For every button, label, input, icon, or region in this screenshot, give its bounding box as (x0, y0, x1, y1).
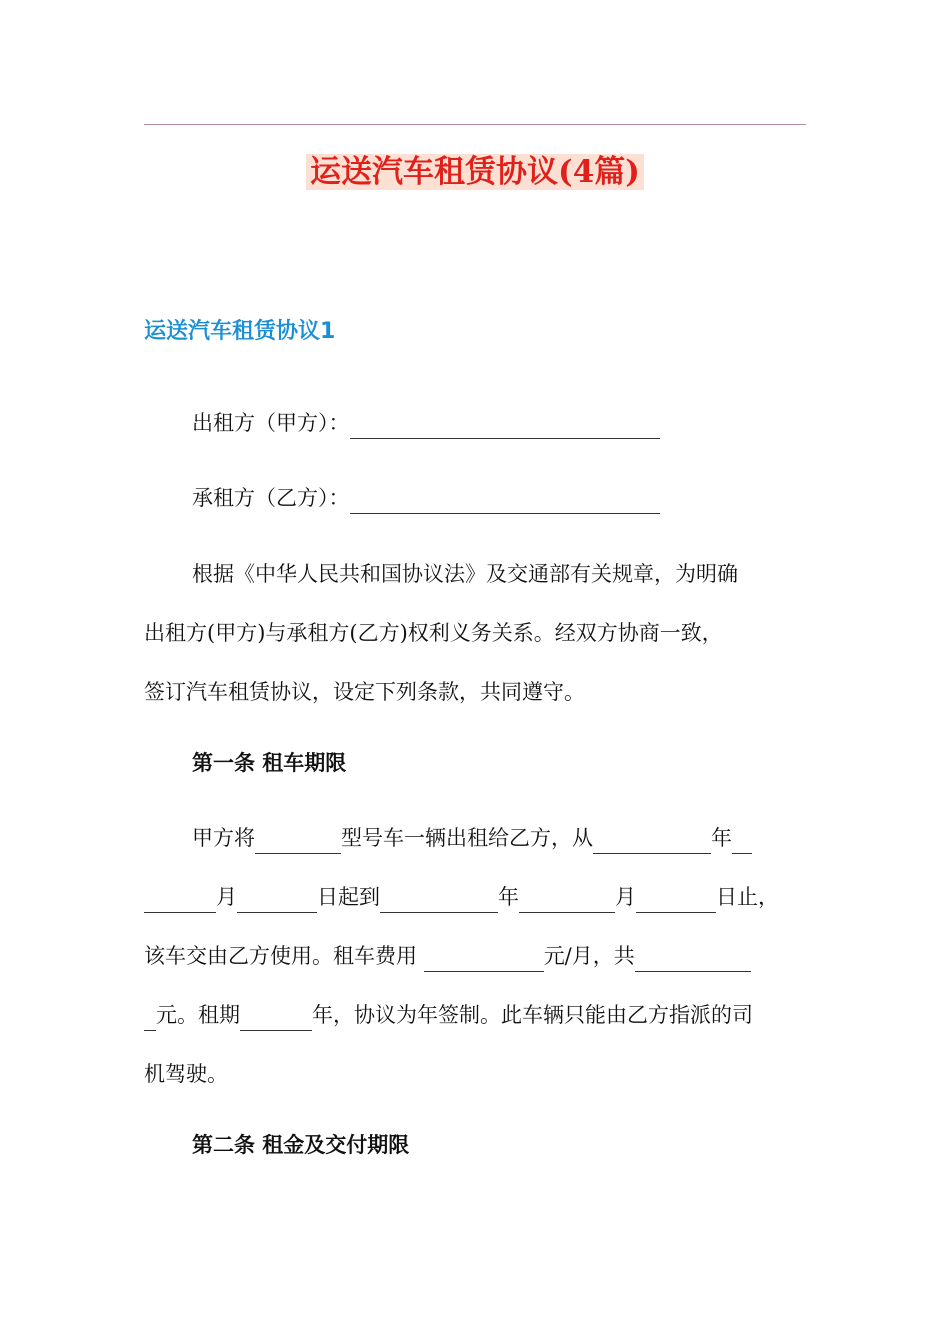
article-1-line-4 (144, 999, 806, 1031)
lessor-label: 出租方（甲方）： (192, 411, 350, 435)
a1-text-10: 元/月，共 (543, 944, 635, 968)
a1-blank-end-month (519, 888, 615, 913)
a1-blank-total-b (144, 1006, 156, 1031)
article-1-paragraph (144, 822, 806, 1090)
a1-blank-start-month-b (144, 888, 216, 913)
article-1-line-3 (144, 940, 806, 972)
article-1-heading: 第一条 租车期限 (192, 750, 347, 775)
a1-text-6: 年 (498, 885, 519, 909)
article-2-heading: 第二条 租金及交付期限 (192, 1132, 410, 1157)
lessor-line (192, 407, 660, 439)
a1-blank-start-year (593, 829, 711, 854)
intro-line-2: 出租方(甲方)与承租方(乙方)权利义务关系。经双方协商一致， (144, 621, 723, 645)
a1-text-2: 型号车一辆出租给乙方，从 (341, 826, 593, 850)
document-title-text: 运送汽车租赁协议(4篇) (306, 154, 644, 190)
intro-paragraph (144, 558, 806, 708)
top-rule (144, 124, 806, 125)
a1-blank-end-day (636, 888, 716, 913)
intro-line-1: 根据《中华人民共和国协议法》及交通部有关规章，为明确 (192, 562, 738, 586)
a1-text-4: 月 (216, 885, 237, 909)
document-title (0, 150, 950, 194)
a1-text-7: 月 (615, 885, 636, 909)
a1-text-12: 年，协议为年签制。此车辆只能由乙方指派的司 (312, 1003, 753, 1027)
a1-blank-model (255, 829, 341, 854)
a1-text-9: 该车交由乙方使用。租车费用 (144, 944, 424, 968)
lessor-blank (350, 414, 660, 439)
a1-text-5: 日起到 (317, 885, 380, 909)
a1-blank-total-a (635, 947, 751, 972)
a1-blank-term (240, 1006, 312, 1031)
article-1-line-1 (144, 822, 806, 854)
a1-blank-start-day (237, 888, 317, 913)
section-heading: 运送汽车租赁协议1 (144, 319, 336, 344)
lessee-line (192, 482, 660, 514)
intro-line-3: 签订汽车租赁协议，设定下列条款，共同遵守。 (144, 680, 585, 704)
a1-text-3: 年 (711, 826, 732, 850)
article-1-line-5: 机驾驶。 (144, 1062, 228, 1086)
a1-blank-end-year (380, 888, 498, 913)
a1-blank-start-month-a (732, 829, 752, 854)
lessee-label: 承租方（乙方）： (192, 486, 350, 510)
a1-text-1: 甲方将 (192, 826, 255, 850)
a1-text-11: 元。租期 (156, 1003, 240, 1027)
a1-text-8: 日止， (716, 885, 779, 909)
lessee-blank (350, 489, 660, 514)
a1-blank-monthly-fee (424, 947, 544, 972)
article-1-line-2 (144, 881, 806, 913)
